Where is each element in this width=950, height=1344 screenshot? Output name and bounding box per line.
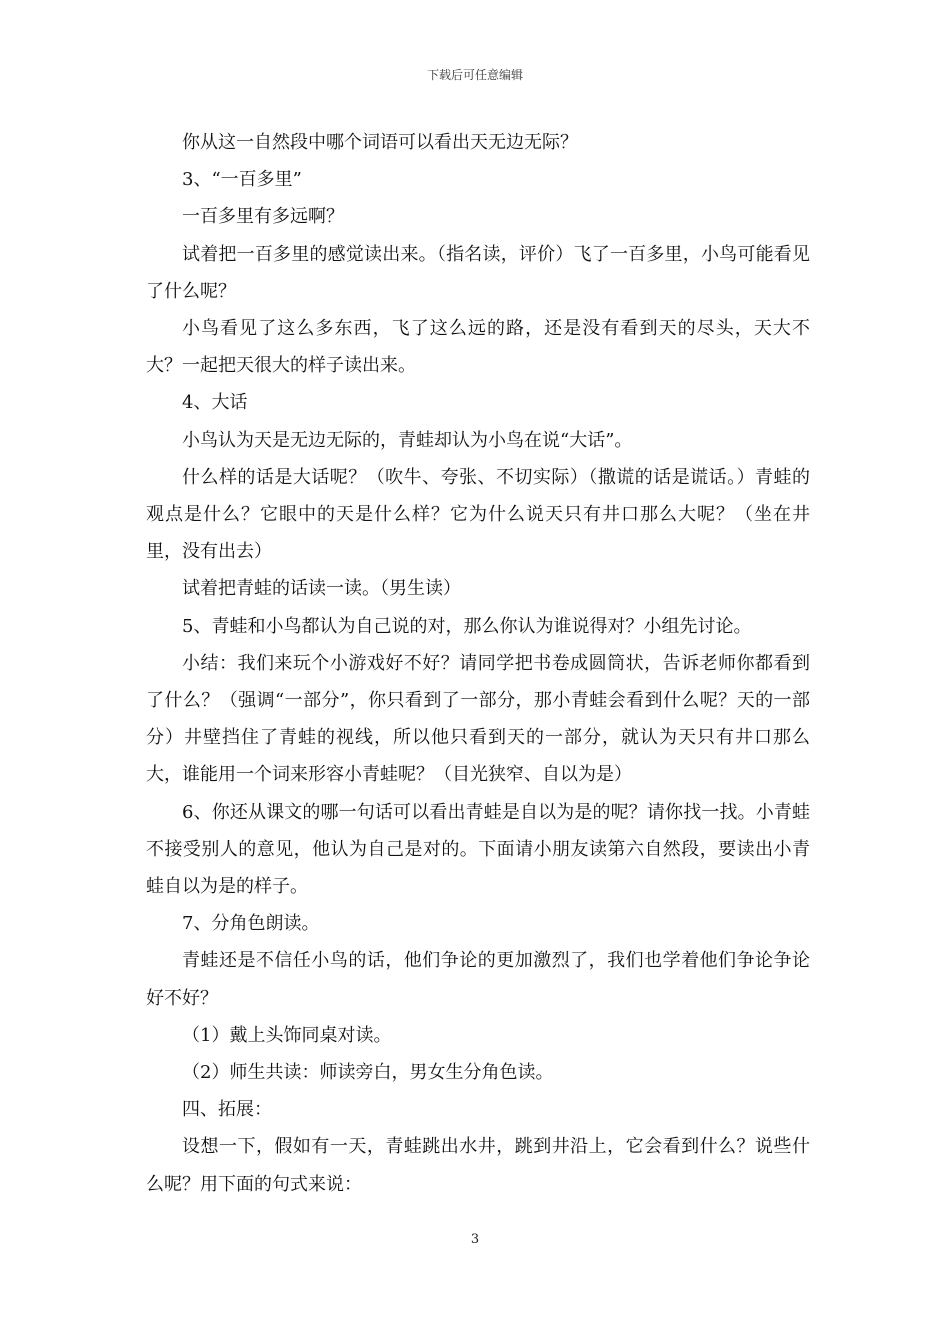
document-body	[146, 124, 810, 1203]
paragraph: 一百多里有多远啊？	[182, 206, 344, 228]
page-header-note: 下载后可任意编辑	[426, 68, 523, 82]
paragraph: 青蛙还是不信任小鸟的话，他们争论的更加激烈了，我们也学着他们争论争论好不好？	[146, 950, 810, 1009]
paragraph: 试着把一百多里的感觉读出来。（指名读，评价）飞了一百多里，小鸟可能看见了什么呢？	[146, 243, 810, 302]
paragraph: 什么样的话是大话呢？（吹牛、夸张、不切实际）（撒谎的话是谎话。）青蛙的观点是什么？它眼中的天是什么样？它为什么说天只有井口那么大呢？（坐在井里，没有出去）	[146, 466, 810, 563]
paragraph: 3、“一百多里”	[182, 169, 302, 191]
section-heading: 四、拓展：	[182, 1099, 272, 1121]
paragraph: 7、分角色朗读。	[182, 913, 320, 935]
paragraph: 设想一下，假如有一天，青蛙跳出水井，跳到井沿上，它会看到什么？说些什么呢？用下面的句式来说：	[146, 1136, 810, 1195]
paragraph: （2）师生共读：师读旁白，男女生分角色读。	[182, 1062, 554, 1084]
paragraph: 6、你还从课文的哪一句话可以看出青蛙是自以为是的呢？请你找一找。小青蛙不接受别人的意见，他认为自己是对的。下面请小朋友读第六自然段，要读出小青蛙自以为是的样子。	[146, 801, 810, 898]
paragraph: （1）戴上头饰同桌对读。	[182, 1024, 392, 1046]
paragraph: 你从这一自然段中哪个词语可以看出天无边无际？	[182, 132, 578, 153]
paragraph: 小鸟认为天是无边无际的，青蛙却认为小鸟在说“大话”。	[182, 429, 633, 451]
paragraph: 4、大话	[182, 392, 248, 414]
paragraph: 小结：我们来玩个小游戏好不好？请同学把书卷成圆筒状，告诉老师你都看到了什么？（强调“一部分”，你只看到了一部分，那小青蛙会看到什么呢？天的一部分）井壁挡住了青蛙的视线，所以他只看到天的一部分，就认为天只有井口那么大，谁能用一个词来形容小青蛙呢？（目光狭窄、自以为是）	[146, 652, 810, 786]
paragraph: 试着把青蛙的话读一读。（男生读）	[182, 578, 461, 600]
paragraph: 5、青蛙和小鸟都认为自己说的对，那么你认为谁说得对？小组先讨论。	[182, 615, 752, 637]
page-number: 3	[470, 1232, 480, 1247]
paragraph: 小鸟看见了这么多东西，飞了这么远的路，还是没有看到天的尽头，天大不大？一起把天很大的样子读出来。	[146, 318, 810, 377]
